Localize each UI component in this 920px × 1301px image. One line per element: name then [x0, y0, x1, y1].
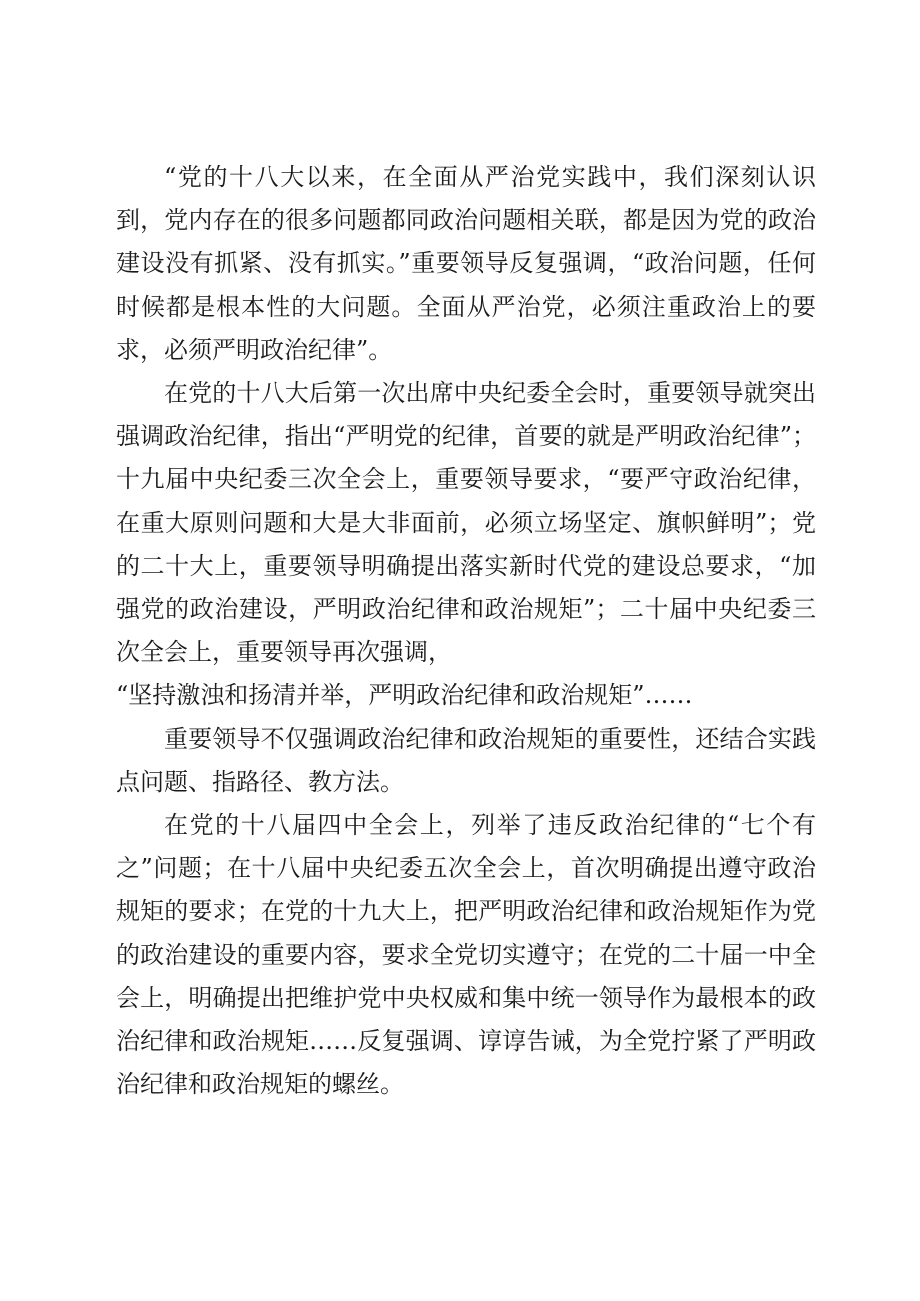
paragraph-3: “坚持激浊和扬清并举，严明政治纪律和政治规矩”…… — [116, 681, 693, 710]
paragraph-1: “党的十八大以来，在全面从严治党实践中，我们深刻认识到，党内存在的很多问题都同政治问题相关联，都是因为党的政治建设没有抓紧、没有抓实。”重要领导反复强调，“政治问题，任何时候都是根本性的大问题。全面从严治党，必须注重政治上的要求，必须严明政治纪律”。 — [116, 163, 816, 364]
paragraph-2: 在党的十八大后第一次出席中央纪委全会时，重要领导就突出强调政治纪律，指出“严明党的纪律，首要的就是严明政治纪律”；十九届中央纪委三次全会上，重要领导要求，“要严守政治纪律，在重大原则问题和大是大非面前，必须立场坚定、旗帜鲜明”；党的二十大上，重要领导明确提出落实新时代党的建设总要求，“加强党的政治建设，严明政治纪律和政治规矩”；二十届中央纪委三次全会上，重要领导再次强调， — [116, 379, 816, 667]
document-body — [116, 156, 816, 1106]
paragraph-5: 在党的十八届四中全会上，列举了违反政治纪律的“七个有之”问题；在十八届中央纪委五次全会上，首次明确提出遵守政治规矩的要求；在党的十九大上，把严明政治纪律和政治规矩作为党的政治建设的重要内容，要求全党切实遵守；在党的二十届一中全会上，明确提出把维护党中央权威和集中统一领导作为最根本的政治纪律和政治规矩……反复强调、谆谆告诫，为全党拧紧了严明政治纪律和政治规矩的螺丝。 — [116, 811, 816, 1099]
paragraph-4: 重要领导不仅强调政治纪律和政治规矩的重要性，还结合实践点问题、指路径、教方法。 — [116, 724, 816, 796]
